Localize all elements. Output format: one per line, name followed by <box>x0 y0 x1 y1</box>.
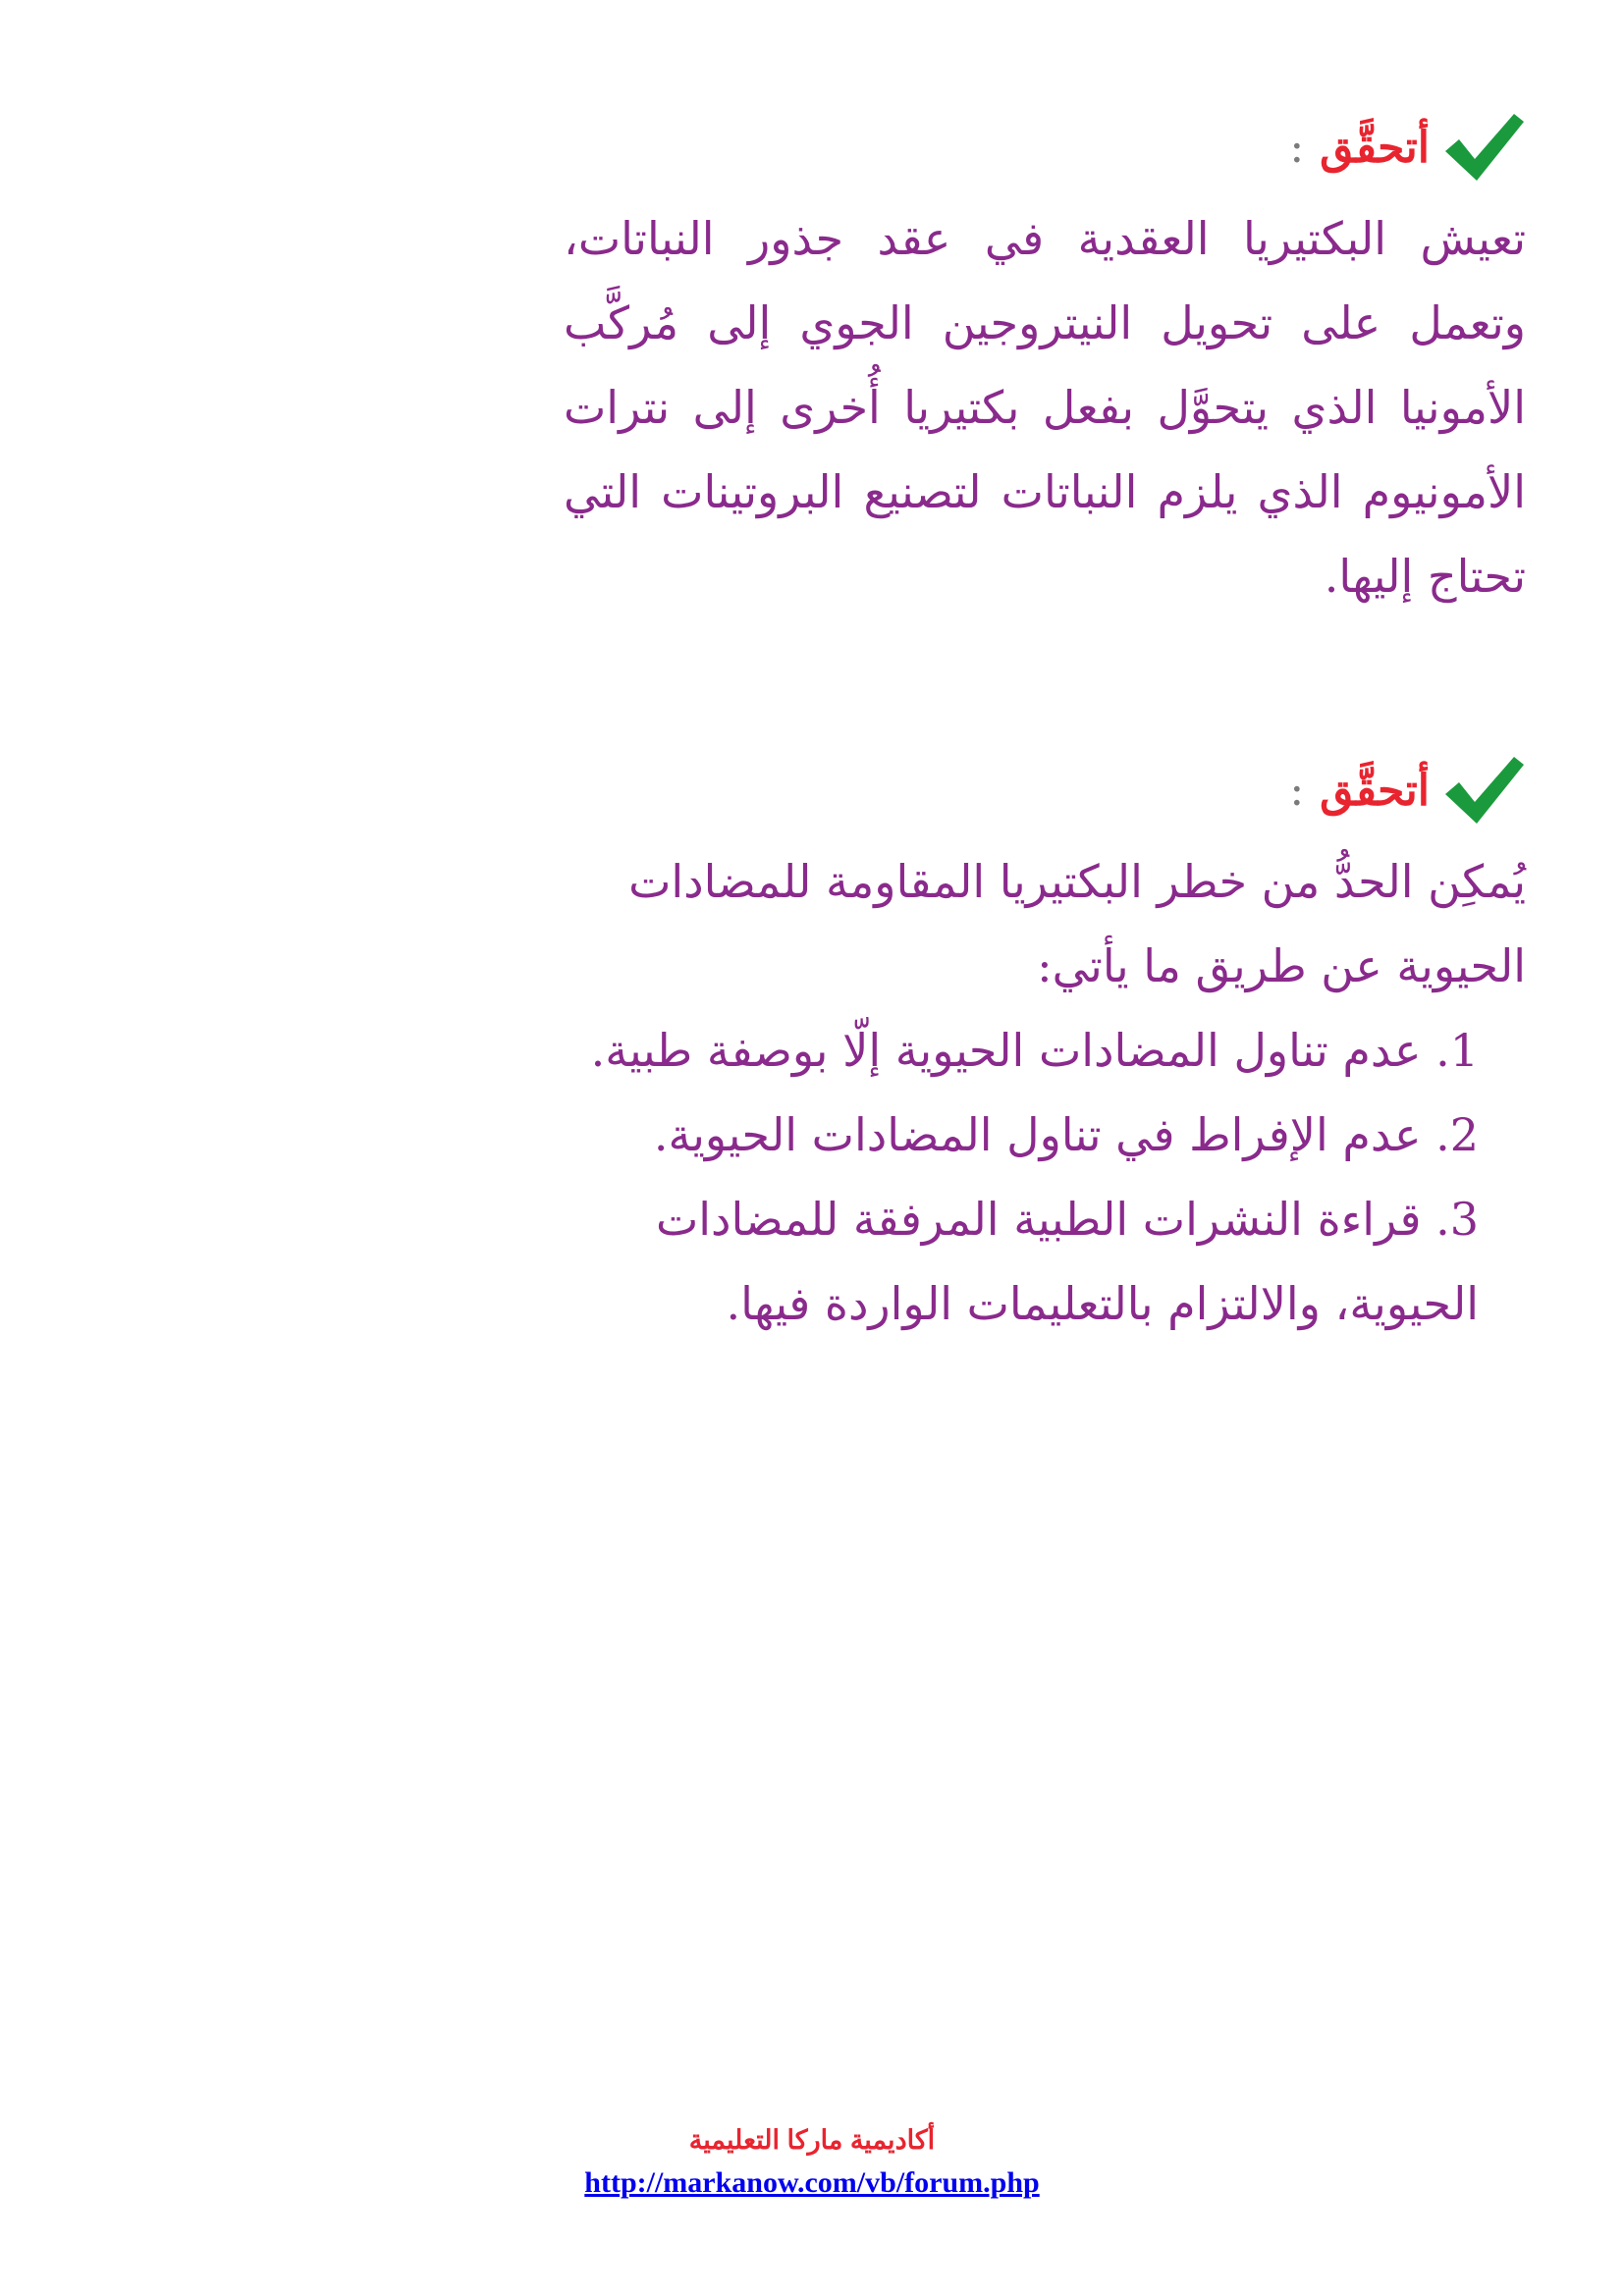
list-item: 1. عدم تناول المضادات الحيوية إلّا بوصفة طبية. <box>590 1024 1479 1077</box>
list-item: 2. عدم الإفراط في تناول المضادات الحيوية. <box>653 1108 1479 1161</box>
check-section-2 <box>564 741 1526 1346</box>
section-paragraph: تعيش البكتيريا العقدية في عقد جذور النباتات، وتعمل على تحويل النيتروجين الجوي إلى مُركَّب الأمونيا الذي يتحوَّل بفعل بكتيريا أُخرى إلى نترات الأمونيوم الذي يلزم النباتات لتصنيع البروتينات التي تحتاج إليها. <box>564 212 1526 603</box>
section-heading <box>564 741 1526 839</box>
footer-academy-name: أكاديمية ماركا التعليمية <box>688 2125 936 2155</box>
heading-title: أتحقَّق <box>1320 122 1430 173</box>
check-section-1 <box>564 98 1526 618</box>
heading-colon: : <box>1289 765 1305 816</box>
list-item: 3. قراءة النشرات الطبية المرفقة للمضادات الحيوية، والالتزام بالتعليمات الواردة فيها. <box>655 1193 1479 1330</box>
section-intro: يُمكِن الحدُّ من خطر البكتيريا المقاومة للمضادات الحيوية عن طريق ما يأتي: <box>628 855 1526 992</box>
footer-forum-link[interactable]: http://markanow.com/vb/forum.php <box>584 2166 1040 2199</box>
heading-colon: : <box>1289 122 1305 173</box>
checkmark-icon <box>1441 110 1526 185</box>
tips-list <box>564 1008 1526 1346</box>
section-heading <box>564 98 1526 196</box>
page-footer <box>0 2120 1624 2205</box>
heading-title: أتحقَّق <box>1320 765 1430 816</box>
checkmark-icon <box>1441 753 1526 828</box>
